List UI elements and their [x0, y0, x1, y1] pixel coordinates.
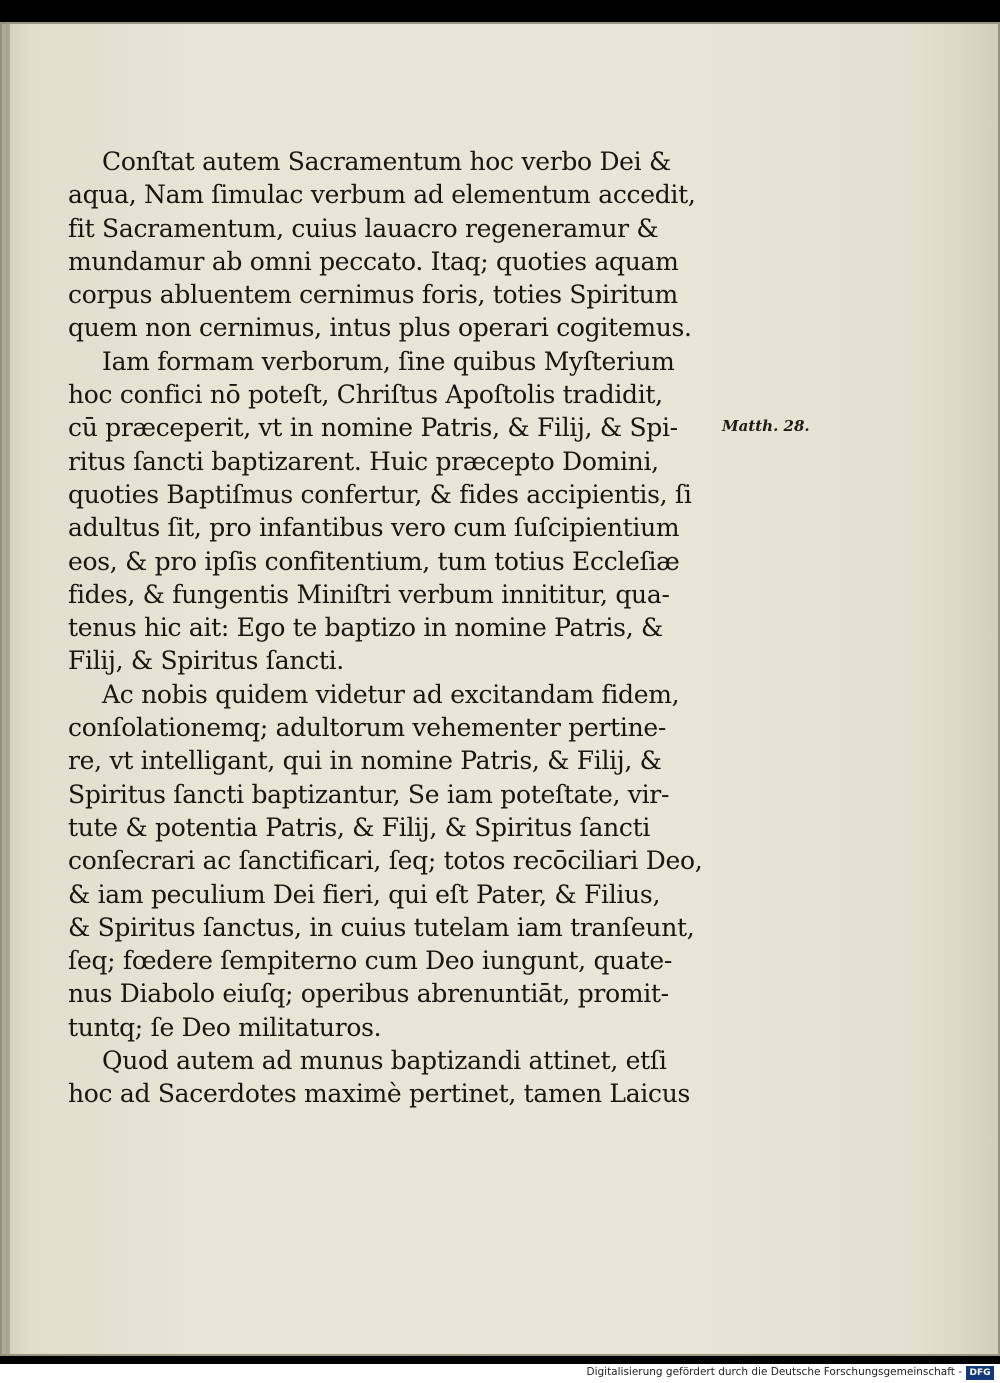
text-line: fit Sacramentum, cuius lauacro regeneramur &: [68, 213, 659, 243]
text-line: cū præceperit, vt in nomine Patris, & Filij, & Spi-: [68, 413, 678, 443]
text-line: nus Diabolo eiuſq; operibus abrenuntiāt, promit-: [68, 979, 669, 1009]
text-line: tute & potentia Patris, & Filij, & Spiritus ſancti: [68, 812, 651, 842]
text-line: adultus ſit, pro infantibus vero cum ſuſcipientium: [68, 513, 680, 543]
text-line: ſeq; fœdere ſempiterno cum Deo iungunt, quate-: [68, 946, 672, 976]
text-line: aqua, Nam ſimulac verbum ad elementum accedit,: [68, 180, 696, 210]
text-line: quoties Baptiſmus confertur, & fides accipientis, ſi: [68, 479, 692, 509]
margin-note: Matth. 28.: [722, 417, 810, 435]
text-line: hoc confici nō poteſt, Chriſtus Apoſtolis tradidit,: [68, 380, 663, 410]
dfg-logo: DFG: [966, 1366, 994, 1380]
text-line: Conſtat autem Sacramentum hoc verbo Dei &: [102, 147, 671, 176]
text-line: & iam peculium Dei fieri, qui eſt Pater, & Filius,: [68, 879, 661, 909]
text-line: Filij, & Spiritus ſancti.: [68, 646, 344, 676]
text-line: conſecrari ac ſanctificari, ſeq; totos recōciliari Deo,: [68, 846, 703, 876]
text-line: conſolationemq; adultorum vehementer pertine-: [68, 713, 667, 743]
text-line: tenus hic ait: Ego te baptizo in nomine Patris, &: [68, 613, 663, 643]
text-line: & Spiritus ſanctus, in cuius tutelam iam tranſeunt,: [68, 912, 695, 942]
text-line: re, vt intelligant, qui in nomine Patris, & Filij, &: [68, 746, 662, 776]
book-page: [0, 22, 1000, 1356]
text-line: eos, & pro ipſis confitentium, tum totius Eccleſiæ: [68, 546, 680, 576]
text-line: mundamur ab omni peccato. Itaq; quoties aquam: [68, 246, 679, 276]
text-line: hoc ad Sacerdotes maximè pertinet, tamen Laicus: [68, 1079, 691, 1109]
text-line: Ac nobis quidem videtur ad excitandam fidem,: [102, 679, 680, 709]
text-line: Spiritus ſancti baptizantur, Se iam poteſtate, vir-: [68, 779, 670, 809]
footer-bar: [0, 1364, 1000, 1383]
text-line: Iam formam verborum, ſine quibus Myſterium: [102, 346, 675, 376]
text-line: corpus abluentem cernimus foris, toties Spiritum: [68, 280, 678, 310]
text-line: tuntq; ſe Deo militaturos.: [68, 1012, 382, 1042]
text-line: fides, & fungentis Miniſtri verbum innititur, qua-: [68, 579, 670, 609]
text-line: quem non cernimus, intus plus operari cogitemus.: [68, 313, 692, 343]
funding-credit: Digitalisierung gefördert durch die Deutsche Forschungsgemeinschaft -: [586, 1366, 962, 1378]
text-line: ritus ſancti baptizarent. Huic præcepto Domini,: [68, 446, 659, 476]
body-text: [68, 145, 718, 1111]
text-line: Quod autem ad munus baptizandi attinet, etſi: [102, 1046, 667, 1076]
